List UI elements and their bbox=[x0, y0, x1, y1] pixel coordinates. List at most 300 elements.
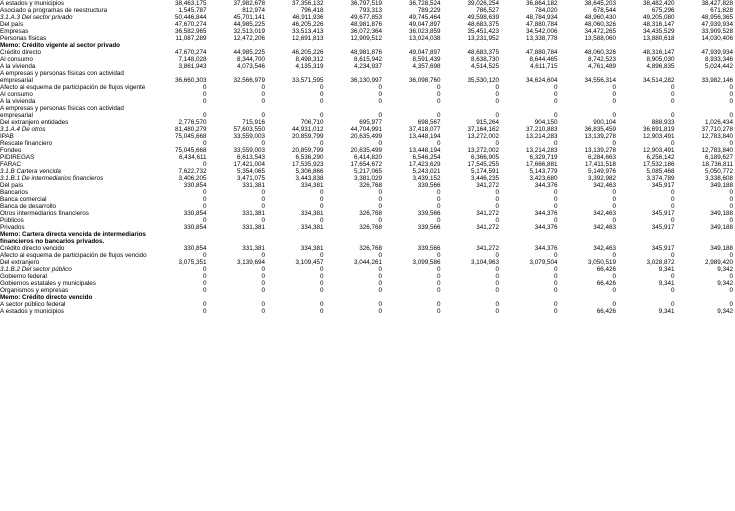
value-cell: 35,530,120 bbox=[467, 77, 499, 84]
value-cell: 0 bbox=[729, 140, 733, 147]
row-label: Asociado a programas de reestructura bbox=[0, 7, 108, 14]
value-cell bbox=[558, 231, 617, 245]
value-cell: 0 bbox=[261, 252, 265, 259]
value-cell: 3,861,943 bbox=[178, 63, 207, 70]
value-cell: 47,880,784 bbox=[525, 21, 558, 28]
table-row bbox=[0, 42, 733, 49]
value-cell: 48,784,934 bbox=[525, 14, 558, 21]
value-cell: 0 bbox=[495, 84, 499, 91]
value-cell: 17,535,923 bbox=[291, 161, 324, 168]
row-label: Afecto al esquema de participación de flujos vencido bbox=[0, 252, 147, 259]
value-cell: 5,306,866 bbox=[295, 168, 324, 175]
value-cell: 0 bbox=[553, 98, 558, 105]
row-label: FARAC bbox=[0, 161, 21, 168]
value-cell: 37,356,132 bbox=[291, 0, 324, 7]
value-cell: 331,381 bbox=[242, 245, 265, 252]
value-cell: 13,214,283 bbox=[525, 133, 558, 140]
value-cell: 8,644,465 bbox=[529, 56, 558, 63]
value-cell: 46,205,226 bbox=[291, 49, 324, 56]
value-cell: 339,566 bbox=[417, 182, 441, 189]
value-cell: 0 bbox=[202, 196, 207, 203]
value-cell: 0 bbox=[319, 217, 324, 224]
value-cell: 47,939,934 bbox=[701, 49, 733, 56]
value-cell: 12,783,840 bbox=[701, 133, 733, 140]
value-cell: 0 bbox=[319, 84, 324, 91]
value-cell: 4,514,525 bbox=[470, 63, 499, 70]
value-cell: 3,374,789 bbox=[646, 175, 675, 182]
value-cell: 45,701,141 bbox=[233, 14, 265, 21]
value-cell: 0 bbox=[202, 308, 207, 315]
value-cell: 17,421,004 bbox=[233, 161, 265, 168]
value-cell: 13,272,002 bbox=[467, 147, 499, 154]
table-row bbox=[0, 294, 733, 301]
value-cell: 18,736,811 bbox=[701, 161, 733, 168]
table-row bbox=[0, 182, 733, 189]
value-cell: 0 bbox=[261, 266, 265, 273]
value-cell: 5,050,772 bbox=[704, 168, 733, 175]
value-cell: 0 bbox=[319, 196, 324, 203]
value-cell: 36,835,459 bbox=[584, 126, 616, 133]
value-cell: 7,148,028 bbox=[178, 56, 207, 63]
value-cell: 0 bbox=[378, 112, 382, 119]
value-cell: 0 bbox=[319, 98, 324, 105]
value-cell: 6,189,627 bbox=[704, 154, 733, 161]
value-cell: 0 bbox=[261, 84, 265, 91]
value-cell: 326,768 bbox=[359, 224, 382, 231]
row-label: Del país bbox=[0, 21, 24, 28]
value-cell: 0 bbox=[378, 301, 382, 308]
value-cell: 0 bbox=[261, 140, 265, 147]
value-cell: 0 bbox=[378, 273, 382, 280]
value-cell: 75,045,668 bbox=[174, 133, 207, 140]
table-row bbox=[0, 231, 733, 245]
row-label: Memo: Crédito vigente al sector privado bbox=[0, 42, 121, 49]
value-cell: 0 bbox=[378, 189, 382, 196]
value-cell: 0 bbox=[261, 196, 265, 203]
value-cell bbox=[441, 294, 500, 301]
value-cell: 37,982,678 bbox=[233, 0, 265, 7]
value-cell: 341,272 bbox=[476, 245, 499, 252]
value-cell bbox=[324, 42, 383, 49]
value-cell: 47,880,784 bbox=[525, 49, 558, 56]
value-cell: 49,677,853 bbox=[350, 14, 382, 21]
value-cell: 0 bbox=[202, 280, 207, 287]
value-cell: 330,854 bbox=[183, 182, 207, 189]
value-cell: 3,079,504 bbox=[529, 259, 558, 266]
value-cell: 0 bbox=[495, 189, 499, 196]
value-cell: 37,418,077 bbox=[408, 126, 441, 133]
value-cell: 12,903,491 bbox=[642, 133, 675, 140]
value-cell: 39,026,254 bbox=[467, 0, 499, 7]
value-cell: 3,338,608 bbox=[704, 175, 733, 182]
value-cell: 6,414,820 bbox=[353, 154, 382, 161]
value-cell: 0 bbox=[495, 217, 499, 224]
row-label: Gobierno federal bbox=[0, 273, 47, 280]
row-label: Del país bbox=[0, 182, 24, 189]
value-cell: 66,426 bbox=[596, 266, 616, 273]
value-cell: 0 bbox=[553, 287, 558, 294]
value-cell: 0 bbox=[436, 196, 441, 203]
value-cell: 17,666,881 bbox=[525, 161, 558, 168]
value-cell: 34,556,314 bbox=[584, 77, 616, 84]
value-cell: 44,985,225 bbox=[233, 21, 265, 28]
value-cell: 46,205,226 bbox=[291, 21, 324, 28]
value-cell: 0 bbox=[670, 140, 675, 147]
value-cell: 0 bbox=[553, 203, 558, 210]
value-cell: 0 bbox=[436, 98, 441, 105]
value-cell: 345,917 bbox=[651, 245, 675, 252]
row-label: A estados y municipios bbox=[0, 308, 65, 315]
value-cell: 0 bbox=[495, 280, 499, 287]
value-cell bbox=[675, 42, 734, 49]
value-cell: 3,139,694 bbox=[236, 259, 265, 266]
value-cell: 0 bbox=[378, 98, 382, 105]
value-cell: 47,670,274 bbox=[174, 49, 207, 56]
value-cell: 4,357,698 bbox=[412, 63, 441, 70]
value-cell: 0 bbox=[553, 140, 558, 147]
value-cell: 326,768 bbox=[359, 210, 382, 217]
table-row bbox=[0, 63, 733, 70]
table-row bbox=[0, 301, 733, 308]
value-cell: 0 bbox=[729, 98, 733, 105]
value-cell bbox=[265, 294, 324, 301]
table-row bbox=[0, 0, 733, 7]
table-row bbox=[0, 105, 733, 119]
value-cell: 7,622,732 bbox=[178, 168, 207, 175]
value-cell: 6,536,290 bbox=[295, 154, 324, 161]
row-label: IPAB bbox=[0, 133, 14, 140]
value-cell: 0 bbox=[729, 252, 733, 259]
row-label: Banca comercial bbox=[0, 196, 47, 203]
value-cell: 0 bbox=[261, 112, 265, 119]
value-cell: 6,434,611 bbox=[178, 154, 207, 161]
row-label: 3.1.B Cartera vencida bbox=[0, 168, 61, 175]
value-cell: 36,864,182 bbox=[525, 0, 558, 7]
value-cell: 49,745,464 bbox=[408, 14, 441, 21]
value-cell: 38,463,175 bbox=[174, 0, 207, 7]
table-row bbox=[0, 280, 733, 287]
row-label: Gobiernos estatales y municipales bbox=[0, 280, 96, 287]
value-cell: 0 bbox=[261, 308, 265, 315]
value-cell: 48,683,375 bbox=[467, 21, 499, 28]
value-cell: 0 bbox=[202, 161, 207, 168]
value-cell: 0 bbox=[612, 217, 616, 224]
value-cell: 0 bbox=[553, 273, 558, 280]
value-cell: 330,854 bbox=[183, 245, 207, 252]
value-cell: 0 bbox=[612, 203, 616, 210]
value-cell: 0 bbox=[436, 252, 441, 259]
table-row bbox=[0, 91, 733, 98]
value-cell: 20,859,799 bbox=[291, 147, 324, 154]
table-row bbox=[0, 273, 733, 280]
value-cell: 9,342 bbox=[717, 308, 733, 315]
value-cell: 0 bbox=[319, 287, 324, 294]
value-cell: 44,931,012 bbox=[291, 126, 324, 133]
value-cell: 0 bbox=[495, 266, 499, 273]
value-cell: 0 bbox=[436, 273, 441, 280]
table-row bbox=[0, 98, 733, 105]
value-cell bbox=[558, 294, 617, 301]
value-cell bbox=[148, 42, 207, 49]
value-cell: 3,381,029 bbox=[353, 175, 382, 182]
value-cell: 0 bbox=[670, 301, 675, 308]
value-cell: 66,426 bbox=[596, 280, 616, 287]
row-label: Del extranjero entidades bbox=[0, 119, 69, 126]
value-cell: 3,075,351 bbox=[178, 259, 207, 266]
value-cell bbox=[675, 231, 734, 245]
value-cell: 13,214,283 bbox=[525, 147, 558, 154]
value-cell: 0 bbox=[261, 273, 265, 280]
value-cell: 671,828 bbox=[710, 7, 733, 14]
value-cell: 34,514,282 bbox=[642, 77, 675, 84]
value-cell bbox=[616, 294, 675, 301]
value-cell: 12,691,813 bbox=[291, 35, 324, 42]
value-cell: 44,985,225 bbox=[233, 49, 265, 56]
row-label: Memo: Cartera directa vencida de intermediarios financieros no bancarios privados. bbox=[0, 231, 146, 245]
value-cell: 0 bbox=[378, 91, 382, 98]
value-cell: 48,683,375 bbox=[467, 49, 499, 56]
value-cell: 6,546,254 bbox=[412, 154, 441, 161]
value-cell: 0 bbox=[261, 203, 265, 210]
value-cell: 0 bbox=[319, 252, 324, 259]
value-cell: 5,149,976 bbox=[587, 168, 616, 175]
table-row bbox=[0, 7, 733, 14]
value-cell: 37,210,883 bbox=[525, 126, 558, 133]
table-row bbox=[0, 140, 733, 147]
row-label: Banca de desarrollo bbox=[0, 203, 57, 210]
value-cell: 17,411,518 bbox=[584, 161, 616, 168]
value-cell: 0 bbox=[670, 84, 675, 91]
row-label: A la vivienda bbox=[0, 63, 36, 70]
value-cell: 4,073,546 bbox=[236, 63, 265, 70]
value-cell: 6,284,663 bbox=[587, 154, 616, 161]
value-cell: 75,045,668 bbox=[174, 147, 207, 154]
value-cell: 0 bbox=[729, 273, 733, 280]
value-cell: 0 bbox=[612, 273, 616, 280]
value-cell: 12,909,512 bbox=[350, 35, 382, 42]
table-row bbox=[0, 210, 733, 217]
table-row bbox=[0, 56, 733, 63]
value-cell: 344,376 bbox=[534, 224, 558, 231]
row-label: Privados bbox=[0, 224, 25, 231]
value-cell: 0 bbox=[670, 252, 675, 259]
value-cell: 0 bbox=[378, 280, 382, 287]
value-cell: 34,624,604 bbox=[525, 77, 558, 84]
value-cell: 0 bbox=[495, 301, 499, 308]
value-cell: 0 bbox=[261, 98, 265, 105]
value-cell: 0 bbox=[202, 189, 207, 196]
value-cell: 0 bbox=[553, 308, 558, 315]
value-cell: 0 bbox=[436, 308, 441, 315]
value-cell: 34,435,529 bbox=[642, 28, 675, 35]
value-cell: 3,439,152 bbox=[412, 175, 441, 182]
value-cell: 2,989,420 bbox=[704, 259, 733, 266]
value-cell: 0 bbox=[436, 301, 441, 308]
value-cell bbox=[324, 294, 383, 301]
value-cell: 342,463 bbox=[593, 245, 616, 252]
value-cell: 0 bbox=[553, 217, 558, 224]
row-label: Rescate financiero bbox=[0, 140, 53, 147]
value-cell: 888,933 bbox=[651, 119, 675, 126]
value-cell: 48,981,876 bbox=[350, 49, 382, 56]
value-cell: 0 bbox=[495, 308, 499, 315]
value-cell bbox=[499, 42, 558, 49]
value-cell: 0 bbox=[378, 287, 382, 294]
value-cell bbox=[675, 294, 734, 301]
value-cell: 793,313 bbox=[359, 7, 382, 14]
value-cell: 0 bbox=[729, 196, 733, 203]
value-cell: 349,188 bbox=[710, 182, 733, 189]
value-cell bbox=[499, 294, 558, 301]
row-label: Otros intermediarios financieros bbox=[0, 210, 89, 217]
value-cell: 0 bbox=[495, 273, 499, 280]
value-cell: 20,635,499 bbox=[350, 133, 382, 140]
value-cell: 36,072,364 bbox=[350, 28, 382, 35]
value-cell: 6,256,142 bbox=[646, 154, 675, 161]
value-cell bbox=[207, 294, 266, 301]
table-row bbox=[0, 259, 733, 266]
value-cell: 0 bbox=[319, 112, 324, 119]
value-cell: 5,243,021 bbox=[412, 168, 441, 175]
value-cell: 344,376 bbox=[534, 182, 558, 189]
value-cell: 47,670,274 bbox=[174, 21, 207, 28]
row-label: Afecto al esquema de participación de flujos vigente bbox=[0, 84, 146, 91]
value-cell: 0 bbox=[495, 98, 499, 105]
row-label: A estados y municipios bbox=[0, 0, 65, 7]
value-cell: 341,272 bbox=[476, 182, 499, 189]
value-cell: 8,615,942 bbox=[353, 56, 382, 63]
value-cell: 0 bbox=[670, 273, 675, 280]
value-cell: 17,654,672 bbox=[350, 161, 382, 168]
value-cell: 33,982,146 bbox=[701, 77, 733, 84]
value-cell: 341,272 bbox=[476, 224, 499, 231]
value-cell: 48,060,326 bbox=[584, 49, 616, 56]
value-cell: 0 bbox=[436, 91, 441, 98]
value-cell: 349,188 bbox=[710, 245, 733, 252]
value-cell: 49,047,897 bbox=[408, 49, 441, 56]
value-cell: 0 bbox=[729, 84, 733, 91]
value-cell: 36,728,524 bbox=[408, 0, 441, 7]
row-label: Memo: Crédito directo vencido bbox=[0, 294, 93, 301]
table-row bbox=[0, 252, 733, 259]
value-cell: 0 bbox=[378, 252, 382, 259]
value-cell bbox=[148, 294, 207, 301]
value-cell: 0 bbox=[495, 252, 499, 259]
value-cell: 13,272,002 bbox=[467, 133, 499, 140]
table-row bbox=[0, 189, 733, 196]
value-cell: 36,098,760 bbox=[408, 77, 441, 84]
table-row bbox=[0, 133, 733, 140]
value-cell: 344,376 bbox=[534, 210, 558, 217]
value-cell: 8,638,730 bbox=[470, 56, 499, 63]
value-cell: 0 bbox=[436, 112, 441, 119]
value-cell: 0 bbox=[670, 287, 675, 294]
value-cell: 33,513,413 bbox=[291, 28, 324, 35]
row-label: 3.1.A.3 Del sector privado bbox=[0, 14, 73, 21]
value-cell: 0 bbox=[202, 266, 207, 273]
value-cell: 0 bbox=[612, 84, 616, 91]
value-cell: 0 bbox=[319, 266, 324, 273]
value-cell bbox=[324, 231, 383, 245]
row-label: Empresas bbox=[0, 28, 29, 35]
value-cell: 34,542,006 bbox=[525, 28, 558, 35]
value-cell: 14,030,406 bbox=[701, 35, 733, 42]
value-cell: 0 bbox=[378, 217, 382, 224]
table-row bbox=[0, 217, 733, 224]
value-cell: 698,567 bbox=[417, 119, 441, 126]
value-cell: 0 bbox=[202, 273, 207, 280]
value-cell: 0 bbox=[436, 280, 441, 287]
value-cell: 0 bbox=[729, 91, 733, 98]
value-cell: 0 bbox=[261, 217, 265, 224]
value-cell: 345,917 bbox=[651, 224, 675, 231]
value-cell bbox=[441, 42, 500, 49]
value-cell: 0 bbox=[495, 91, 499, 98]
value-cell: 796,418 bbox=[300, 7, 324, 14]
value-cell: 66,426 bbox=[596, 308, 616, 315]
value-cell: 0 bbox=[553, 189, 558, 196]
value-cell: 20,635,499 bbox=[350, 147, 382, 154]
table-row bbox=[0, 119, 733, 126]
value-cell: 13,139,278 bbox=[584, 133, 616, 140]
value-cell: 904,150 bbox=[534, 119, 558, 126]
value-cell: 38,427,828 bbox=[701, 0, 733, 7]
value-cell bbox=[616, 42, 675, 49]
table-row bbox=[0, 203, 733, 210]
table-row bbox=[0, 168, 733, 175]
value-cell: 6,613,543 bbox=[236, 154, 265, 161]
value-cell: 0 bbox=[378, 203, 382, 210]
value-cell: 32,566,979 bbox=[233, 77, 265, 84]
value-cell: 0 bbox=[378, 266, 382, 273]
value-cell: 0 bbox=[378, 308, 382, 315]
value-cell: 35,451,423 bbox=[467, 28, 499, 35]
value-cell: 334,381 bbox=[300, 224, 324, 231]
value-cell bbox=[265, 231, 324, 245]
value-cell: 0 bbox=[319, 280, 324, 287]
value-cell: 0 bbox=[612, 140, 616, 147]
value-cell: 0 bbox=[319, 91, 324, 98]
value-cell: 0 bbox=[202, 203, 207, 210]
row-label: 3.1.B.1 De intermediarios financieros bbox=[0, 175, 104, 182]
table-row bbox=[0, 84, 733, 91]
value-cell: 0 bbox=[729, 112, 733, 119]
value-cell: 49,047,897 bbox=[408, 21, 441, 28]
value-cell: 3,104,963 bbox=[470, 259, 499, 266]
value-cell: 344,376 bbox=[534, 245, 558, 252]
value-cell: 330,854 bbox=[183, 210, 207, 217]
value-cell bbox=[499, 231, 558, 245]
value-cell: 0 bbox=[612, 112, 616, 119]
value-cell: 4,896,835 bbox=[646, 63, 675, 70]
value-cell: 48,960,430 bbox=[584, 14, 616, 21]
value-cell: 0 bbox=[436, 287, 441, 294]
value-cell: 38,482,420 bbox=[642, 0, 675, 7]
value-cell: 0 bbox=[553, 280, 558, 287]
value-cell: 339,566 bbox=[417, 210, 441, 217]
table-row bbox=[0, 49, 733, 56]
value-cell: 5,085,468 bbox=[646, 168, 675, 175]
value-cell bbox=[265, 42, 324, 49]
value-cell: 0 bbox=[495, 112, 499, 119]
value-cell: 0 bbox=[670, 217, 675, 224]
table-row bbox=[0, 35, 733, 42]
value-cell: 915,264 bbox=[476, 119, 499, 126]
value-cell: 33,559,003 bbox=[233, 147, 265, 154]
row-label: Personas físicas bbox=[0, 35, 47, 42]
value-cell: 36,660,303 bbox=[174, 77, 207, 84]
value-cell: 4,761,489 bbox=[587, 63, 616, 70]
